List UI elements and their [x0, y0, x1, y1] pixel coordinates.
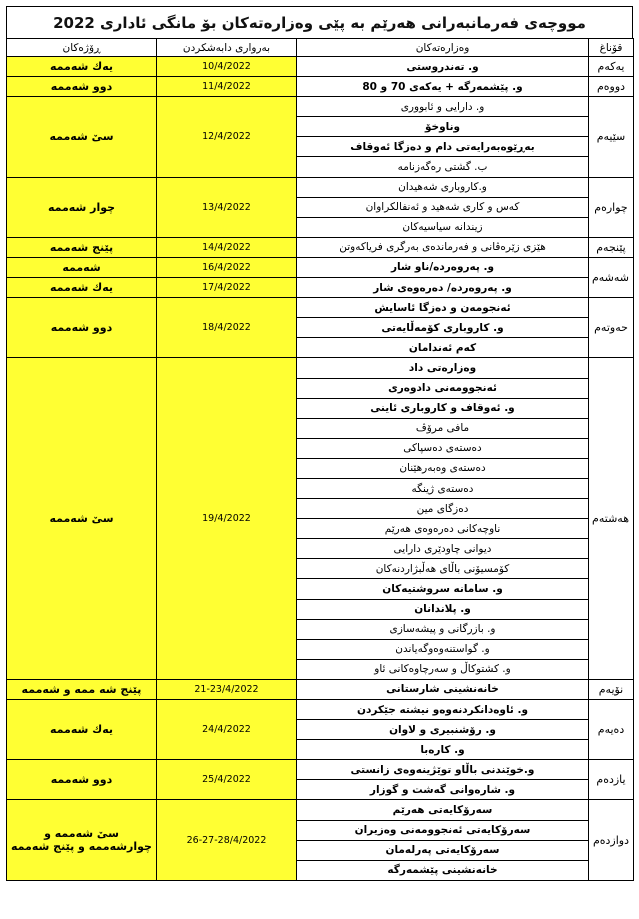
ministry-cell: ئەنجوومەنی دادوەری: [297, 378, 589, 398]
ministry-cell: و. ئەوقاف و کاروباری ئاینی: [297, 398, 589, 418]
ministry-cell: زیندانە سیاسیەکان: [297, 217, 589, 237]
ministry-cell: ئەنجومەن و دەزگا ئاسایش: [297, 298, 589, 318]
table-row: [7, 278, 634, 298]
days-cell: سێ شەممە: [7, 358, 157, 680]
ministry-cell: کۆمسیۆنی باڵای هەڵبژاردنەکان: [297, 559, 589, 579]
ministry-cell: دەستەی دەسپاکی: [297, 438, 589, 458]
phase-cell: پێنجەم: [589, 237, 634, 257]
ministry-cell: سەرۆکایەتی هەرێم: [297, 800, 589, 820]
date-cell: 10/4/2022: [157, 57, 297, 77]
table-row: [7, 760, 634, 780]
ministry-cell: و. شارەوانی گەشت و گوزار: [297, 780, 589, 800]
header-phase: قۆناغ: [589, 39, 634, 57]
table-row: [7, 97, 634, 117]
phase-cell: نۆیەم: [589, 679, 634, 699]
phase-cell: شەشەم: [589, 257, 634, 297]
ministry-cell: کەس و کاری شەهید و ئەنفالکراوان: [297, 197, 589, 217]
salary-schedule-table: [6, 38, 634, 881]
ministry-cell: و. کشتوکاڵ و سەرچاوەکانی ئاو: [297, 659, 589, 679]
days-cell: سێ شەممە: [7, 97, 157, 177]
date-cell: 18/4/2022: [157, 298, 297, 358]
phase-cell: حەوتەم: [589, 298, 634, 358]
phase-cell: چوارەم: [589, 177, 634, 237]
table-row: [7, 800, 634, 820]
date-cell: 25/4/2022: [157, 760, 297, 800]
ministry-cell: و. کارەبا: [297, 740, 589, 760]
days-cell: یەك شەممە: [7, 57, 157, 77]
phase-cell: دووەم: [589, 77, 634, 97]
ministry-cell: کەم ئەندامان: [297, 338, 589, 358]
table-row: [7, 679, 634, 699]
ministry-cell: و. رۆشنبیری و لاوان: [297, 720, 589, 740]
ministry-cell: دەزگای مین: [297, 499, 589, 519]
header-date: بەرواری دابەشکردن: [157, 39, 297, 57]
ministry-cell: ناوچەکانی دەرەوەی هەرێم: [297, 519, 589, 539]
schedule-sheet: [6, 6, 633, 881]
days-cell: دوو شەممە: [7, 77, 157, 97]
phase-cell: یەکەم: [589, 57, 634, 77]
ministry-cell: و. پێشمەرگە + یەکەی 70 و 80: [297, 77, 589, 97]
ministry-cell: هێزی زێرەڤانی و فەرماندەی بەرگری فریاکەوتن: [297, 237, 589, 257]
date-cell: 21-23/4/2022: [157, 679, 297, 699]
date-cell: 13/4/2022: [157, 177, 297, 237]
ministry-cell: و. بازرگانی و پیشەسازی: [297, 619, 589, 639]
ministry-cell: مافی مرۆڤ: [297, 418, 589, 438]
phase-cell: یازدەم: [589, 760, 634, 800]
table-row: [7, 77, 634, 97]
days-cell: پێنج شەممە: [7, 237, 157, 257]
table-row: [7, 177, 634, 197]
table-row: [7, 358, 634, 378]
header-row: [7, 39, 634, 57]
header-ministries: وەزارەتەکان: [297, 39, 589, 57]
phase-cell: دوازدەم: [589, 800, 634, 880]
date-cell: 26-27-28/4/2022: [157, 800, 297, 880]
ministry-cell: دەستەی وەبەرهێنان: [297, 458, 589, 478]
days-cell: سێ شەممە و چوارشەممە و پێنج شەممە: [7, 800, 157, 880]
ministry-cell: ب. گشتی رەگەزنامە: [297, 157, 589, 177]
date-cell: 12/4/2022: [157, 97, 297, 177]
date-cell: 24/4/2022: [157, 700, 297, 760]
table-row: [7, 237, 634, 257]
table-row: [7, 700, 634, 720]
ministry-cell: دیوانی چاودێری دارایی: [297, 539, 589, 559]
ministry-cell: و. پەروەردە/ناو شار: [297, 257, 589, 277]
days-cell: پێنج شە ممە و شەممە: [7, 679, 157, 699]
ministry-cell: بەڕێوەبەرایەتی دام و دەزگا ئەوقاف: [297, 137, 589, 157]
days-cell: چوار شەممە: [7, 177, 157, 237]
page-title: مووچەی فەرمانبەرانی هەرێم بە پێی وەزارەتەکان بۆ مانگی ئاداری 2022: [6, 6, 633, 38]
phase-cell: سێیەم: [589, 97, 634, 177]
ministry-cell: خانەنشینی شارستانی: [297, 679, 589, 699]
table-row: [7, 298, 634, 318]
ministry-cell: دەستەی ژینگە: [297, 478, 589, 498]
ministry-cell: و.خوێندنی باڵاو توێژینەوەی زانستی: [297, 760, 589, 780]
ministry-cell: و. کاروباری کۆمەڵایەتی: [297, 318, 589, 338]
ministry-cell: و. پلاندانان: [297, 599, 589, 619]
ministry-cell: و. دارایی و ئابووری: [297, 97, 589, 117]
ministry-cell: سەرۆکایەتی پەرلەمان: [297, 840, 589, 860]
days-cell: دوو شەممە: [7, 760, 157, 800]
ministry-cell: و. تەندروستی: [297, 57, 589, 77]
ministry-cell: سەرۆکایەتی ئەنجوومەنی وەزیران: [297, 820, 589, 840]
phase-cell: هەشتەم: [589, 358, 634, 680]
ministry-cell: وەزارەتی داد: [297, 358, 589, 378]
days-cell: یەك شەممە: [7, 700, 157, 760]
phase-cell: دەیەم: [589, 700, 634, 760]
schedule-body: [7, 57, 634, 881]
ministry-cell: و. ئاوەدانکردنەوەو نیشتە جێکردن: [297, 700, 589, 720]
table-row: [7, 57, 634, 77]
ministry-cell: و. سامانە سروشتیەکان: [297, 579, 589, 599]
date-cell: 19/4/2022: [157, 358, 297, 680]
days-cell: شەممە: [7, 257, 157, 277]
ministry-cell: و.کاروباری شەهیدان: [297, 177, 589, 197]
date-cell: 11/4/2022: [157, 77, 297, 97]
ministry-cell: و. گواستنەوەوگەیاندن: [297, 639, 589, 659]
date-cell: 14/4/2022: [157, 237, 297, 257]
date-cell: 17/4/2022: [157, 278, 297, 298]
days-cell: دوو شەممە: [7, 298, 157, 358]
days-cell: یەك شەممە: [7, 278, 157, 298]
ministry-cell: خانەنشینی پێشمەرگە: [297, 860, 589, 880]
table-row: [7, 257, 634, 277]
date-cell: 16/4/2022: [157, 257, 297, 277]
ministry-cell: وناوخۆ: [297, 117, 589, 137]
ministry-cell: و. پەروەردە/ دەرەوەی شار: [297, 278, 589, 298]
header-days: ڕۆژەکان: [7, 39, 157, 57]
